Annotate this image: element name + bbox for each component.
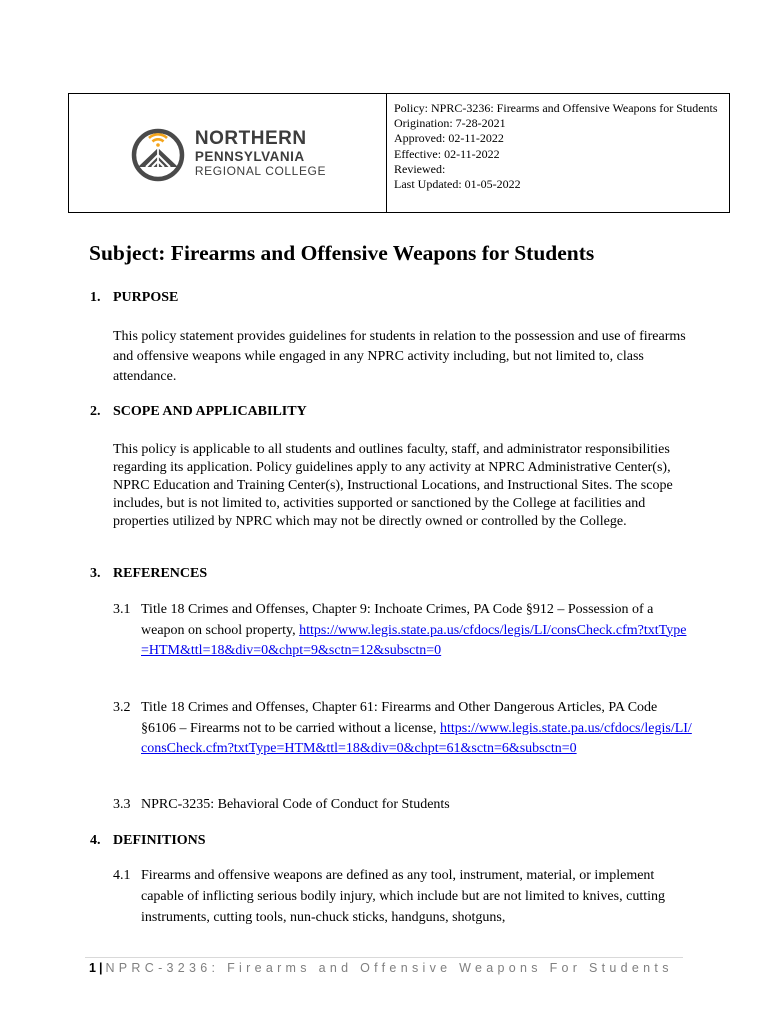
- scope-paragraph: This policy is applicable to all students and outlines faculty, staff, and administrator responsibilities regarding its application. Policy guidelines apply to any activity at NPRC Administrative Center(s), NPRC Education and Training Center(s), Instructional Locations, and Instructional Sites. The scope includes, but is not limited to, activities supported or sanctioned by the College at facilities and properties utilized by NPRC which may not be directly owned or controlled by the College.: [113, 442, 673, 529]
- policy-header-table: [68, 93, 730, 213]
- reference-item: [113, 795, 693, 816]
- reference-text: Title 18 Crimes and Offenses, Chapter 9: Inchoate Crimes, PA Code §912 – Possession of a weapon on school property,: [141, 602, 654, 638]
- footer-divider: [85, 957, 683, 958]
- logo-text-northern: NORTHERN: [194, 127, 307, 149]
- section-number: 3.: [90, 566, 101, 581]
- origination-date: Origination: 7-28-2021: [394, 116, 506, 131]
- page-footer: [89, 961, 673, 975]
- reference-number: 3.2: [113, 700, 131, 715]
- section-number: 2.: [90, 404, 101, 419]
- logo-text-regional-college: REGIONAL COLLEGE: [194, 164, 327, 179]
- approved-date: Approved: 02-11-2022: [394, 131, 504, 146]
- logo-cell: [69, 94, 387, 212]
- reference-item: [113, 698, 693, 760]
- section-heading-text: SCOPE AND APPLICABILITY: [113, 404, 307, 419]
- reference-text: Title 18 Crimes and Offenses, Chapter 61: Firearms and Other Dangerous Articles, PA Code §6106 – Firearms not to be carried without a license,: [141, 700, 658, 736]
- reference-number: 3.3: [113, 797, 131, 812]
- mountain-wifi-logo-icon: [129, 124, 187, 182]
- reviewed-date: Reviewed:: [394, 161, 446, 176]
- effective-date: Effective: 02-11-2022: [394, 146, 500, 161]
- policy-number: Policy: NPRC-3236: Firearms and Offensive Weapons for Students: [394, 101, 718, 115]
- page-number: 1: [89, 961, 96, 975]
- section-number: 4.: [90, 833, 101, 848]
- section-heading-purpose: [90, 290, 178, 306]
- section-heading-definitions: [90, 833, 206, 849]
- last-updated-date: Last Updated: 01-05-2022: [394, 177, 521, 192]
- section-number: 1.: [90, 290, 101, 305]
- reference-link[interactable]: https://www.legis.state.pa.us/cfdocs/legis/LI/consCheck.cfm?txtType=HTM&ttl=18&div=0&chpt=61&sctn=6&subsctn=0: [141, 720, 692, 756]
- reference-number: 3.1: [113, 602, 131, 617]
- document-title: Subject: Firearms and Offensive Weapons for Students: [89, 241, 595, 265]
- purpose-paragraph: This policy statement provides guidelines for students in relation to the possession and use of firearms and offensive weapons while engaged in any NPRC activity including, but not limited to, class attendance.: [113, 329, 686, 384]
- reference-text: NPRC-3235: Behavioral Code of Conduct for Students: [141, 797, 450, 812]
- section-heading-text: PURPOSE: [113, 290, 179, 305]
- reference-item: [113, 600, 693, 662]
- section-heading-text: REFERENCES: [113, 566, 208, 581]
- footer-text: NPRC-3236: Firearms and Offensive Weapons For Students: [105, 961, 673, 975]
- section-heading-text: DEFINITIONS: [113, 833, 206, 848]
- definition-number: 4.1: [113, 868, 131, 883]
- section-heading-scope: [90, 404, 307, 420]
- definition-item: [113, 865, 693, 928]
- college-logo: [129, 124, 326, 182]
- footer-separator: |: [98, 961, 103, 975]
- section-heading-references: [90, 566, 207, 582]
- logo-text-pennsylvania: PENNSYLVANIA: [194, 148, 305, 164]
- policy-info-cell: [387, 94, 729, 212]
- definition-text: Firearms and offensive weapons are defined as any tool, instrument, material, or implement capable of inflicting serious bodily injury, which include but are not limited to knives, cutting instruments, cutting tools, nun-chuck sticks, handguns, shotguns,: [141, 868, 665, 925]
- reference-link[interactable]: https://www.legis.state.pa.us/cfdocs/legis/LI/consCheck.cfm?txtType=HTM&ttl=18&div=0&chpt=9&sctn=12&subsctn=0: [141, 622, 687, 658]
